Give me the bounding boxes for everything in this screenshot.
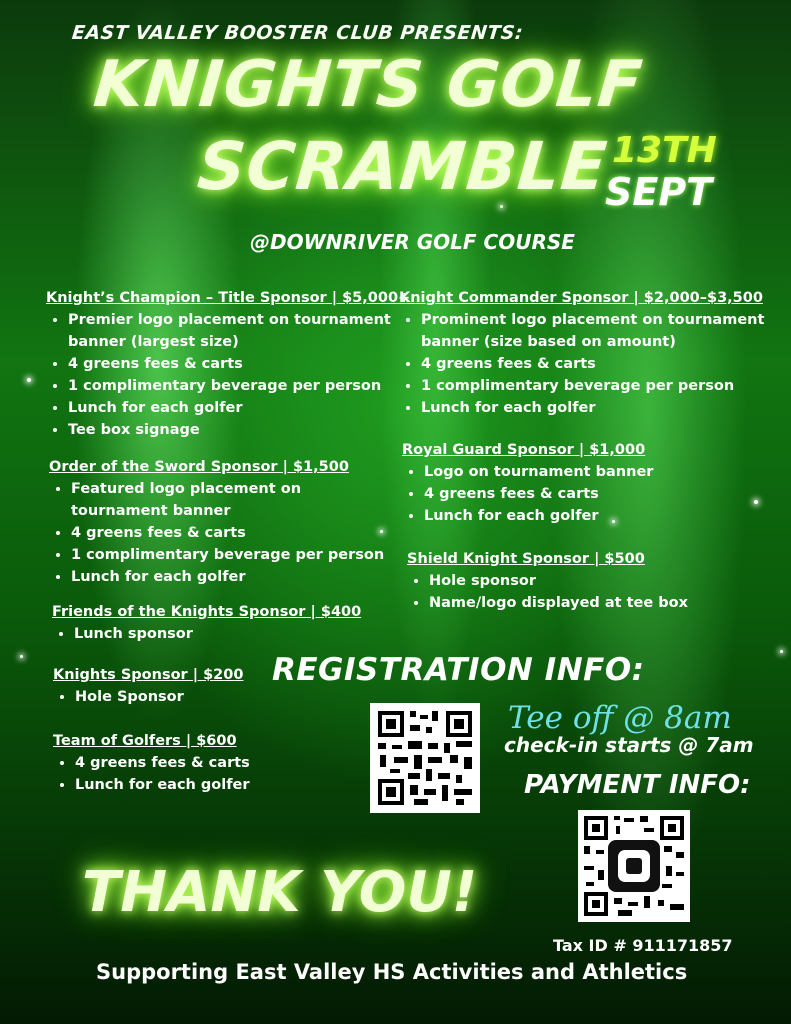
sponsor-tier-royal: [402, 442, 702, 527]
sponsor-tier-title: Knight Commander Sponsor | $2,000–$3,500: [399, 290, 763, 306]
list-item: • Logo on tournament banner: [424, 461, 702, 483]
sponsor-tier-title: Order of the Sword Sponsor | $1,500: [49, 459, 349, 475]
event-day: 13TH: [612, 130, 717, 171]
list-item: • Tee box signage: [68, 419, 391, 441]
sponsor-tier-knights: [53, 667, 273, 708]
list-item: • Lunch for each golfer: [75, 774, 273, 796]
sponsor-tier-champion: [46, 290, 411, 441]
sparkle: [500, 205, 503, 208]
registration-qr-code[interactable]: [370, 703, 480, 813]
list-item: • Premier logo placement on tournament banner (largest size): [68, 309, 391, 353]
list-item: • 4 greens fees & carts: [75, 752, 273, 774]
sponsor-tier-title: Team of Golfers | $600: [53, 733, 237, 749]
sponsor-tier-sword: [49, 459, 389, 588]
sponsor-tier-title: Friends of the Knights Sponsor | $400: [52, 604, 362, 620]
tee-off-time: Tee off @ 8am: [508, 700, 732, 736]
sparkle: [20, 655, 23, 658]
list-item: • 4 greens fees & carts: [68, 353, 391, 375]
sparkle: [27, 378, 31, 382]
list-item: • Featured logo placement on tournament banner: [71, 478, 389, 522]
sponsor-tier-shield: [407, 551, 707, 614]
list-item: • Lunch sponsor: [74, 623, 372, 645]
supporting-tagline: Supporting East Valley HS Activities and Athletics: [96, 960, 688, 984]
qr-code-icon: [370, 703, 480, 813]
list-item: • Hole sponsor: [429, 570, 707, 592]
title-line-2: SCRAMBLE: [194, 128, 611, 205]
tax-id: Tax ID # 911171857: [553, 936, 733, 955]
list-item: • 1 complimentary beverage per person: [68, 375, 391, 397]
list-item: • 4 greens fees & carts: [424, 483, 702, 505]
sponsor-tier-title: Knight’s Champion – Title Sponsor | $5,000+: [46, 290, 411, 306]
payment-title: PAYMENT INFO:: [524, 770, 751, 800]
list-item: • Lunch for each golfer: [421, 397, 769, 419]
list-item: • 4 greens fees & carts: [421, 353, 769, 375]
sponsor-tier-title: Knights Sponsor | $200: [53, 667, 244, 683]
sparkle: [754, 500, 758, 504]
sponsor-tier-team: [53, 733, 273, 796]
event-location: @DOWNRIVER GOLF COURSE: [250, 230, 575, 254]
sponsor-tier-commander: [399, 290, 769, 419]
check-in-time: check-in starts @ 7am: [504, 733, 754, 757]
list-item: • 1 complimentary beverage per person: [421, 375, 769, 397]
title-line-1: KNIGHTS GOLF: [90, 48, 646, 122]
thank-you-banner: THANK YOU!: [82, 860, 478, 925]
sponsor-tier-title: Royal Guard Sponsor | $1,000: [402, 442, 646, 458]
list-item: • Lunch for each golfer: [424, 505, 702, 527]
list-item: • Name/logo displayed at tee box: [429, 592, 707, 614]
list-item: • 4 greens fees & carts: [71, 522, 389, 544]
qr-code-icon: [578, 810, 690, 922]
list-item: • Lunch for each golfer: [71, 566, 389, 588]
list-item: • 1 complimentary beverage per person: [71, 544, 389, 566]
list-item: • Hole Sponsor: [75, 686, 273, 708]
payment-qr-code[interactable]: [578, 810, 690, 922]
list-item: • Lunch for each golfer: [68, 397, 391, 419]
registration-title: REGISTRATION INFO:: [272, 652, 645, 688]
sponsor-tier-title: Shield Knight Sponsor | $500: [407, 551, 645, 567]
sponsor-tier-friends: [52, 604, 372, 645]
list-item: • Prominent logo placement on tournament banner (size based on amount): [421, 309, 769, 353]
presenter-line: EAST VALLEY BOOSTER CLUB PRESENTS:: [70, 22, 525, 44]
sparkle: [780, 650, 783, 653]
event-month: SEPT: [605, 170, 713, 214]
